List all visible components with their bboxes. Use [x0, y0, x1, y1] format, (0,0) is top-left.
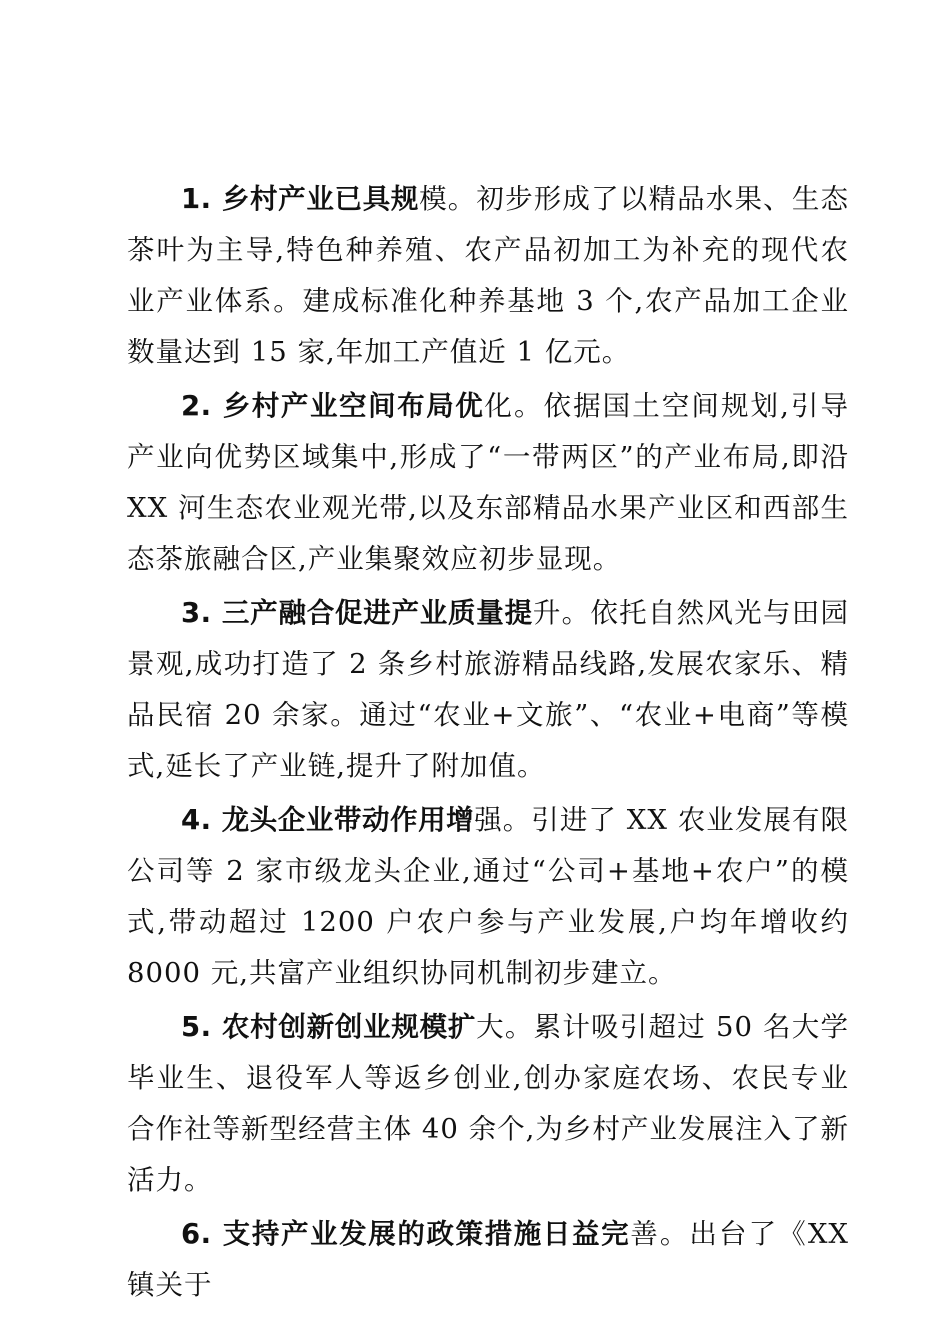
paragraph-3: [127, 588, 849, 792]
document-body: [127, 174, 849, 1311]
paragraph-4: [127, 795, 849, 999]
paragraph-5-heading: 5. 农村创新创业规模扩: [181, 1011, 477, 1043]
paragraph-2: [127, 381, 849, 585]
paragraph-5: [127, 1002, 849, 1206]
paragraph-2-text: 化。依据国土空间规划,引导产业向优势区域集中,形成了“一带两区”的产业布局,即沿 XX 河生态农业观光带,以及东部精品水果产业区和西部生态茶旅融合区,产业集聚效应初步显现。: [127, 390, 850, 575]
paragraph-3-text: 升。依托自然风光与田园景观,成功打造了 2 条乡村旅游精品线路,发展农家乐、精品民宿 20 余家。通过“农业+文旅”、“农业+电商”等模式,延长了产业链,提升了附加值。: [127, 597, 849, 782]
paragraph-1-heading: 1. 乡村产业已具规: [181, 183, 420, 215]
paragraph-4-text: 强。引进了 XX 农业发展有限公司等 2 家市级龙头企业,通过“公司+基地+农户”的模式,带动超过 1200 户农户参与产业发展,户均年增收约 8000 元,共富产业组织协同机制初步建立。: [127, 804, 849, 989]
paragraph-6-heading: 6. 支持产业发展的政策措施日益完: [181, 1218, 631, 1250]
paragraph-3-heading: 3. 三产融合促进产业质量提: [181, 597, 533, 629]
paragraph-6-text: 善。出台了《XX 镇关于: [127, 1218, 849, 1301]
paragraph-1-text: 模。初步形成了以精品水果、生态茶叶为主导,特色种养殖、农产品初加工为补充的现代农业产业体系。建成标准化种养基地 3 个,农产品加工企业数量达到 15 家,年加工产值近 1 亿元。: [127, 183, 850, 368]
paragraph-2-heading: 2. 乡村产业空间布局优: [181, 390, 485, 422]
paragraph-6: [127, 1209, 849, 1311]
paragraph-4-heading: 4. 龙头企业带动作用增: [181, 804, 475, 836]
paragraph-1: [127, 174, 849, 378]
paragraph-5-text: 大。累计吸引超过 50 名大学毕业生、退役军人等返乡创业,创办家庭农场、农民专业合作社等新型经营主体 40 余个,为乡村产业发展注入了新活力。: [127, 1011, 849, 1196]
